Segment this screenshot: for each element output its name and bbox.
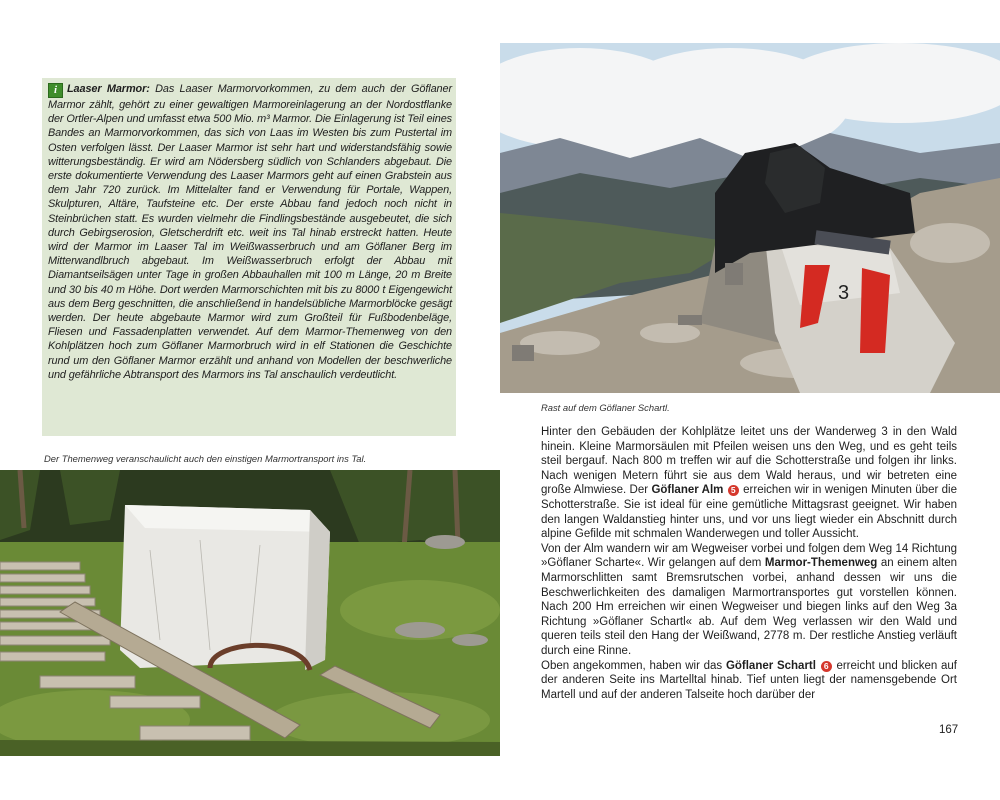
body-text: Hinter den Gebäuden der Kohlplätze leitet uns der Wanderweg 3 in den Wald hinein. Kleine Marmorsäulen mit Pfeilen weisen uns den Weg, und es geht teils steil bergauf. Nach 800 m treffen wir auf die Schotterstraße und folgen ihr links. Nach wenigen Metern führt sie aus dem Wald heraus, und wir betreten eine große Almwiese. Der [541, 426, 957, 497]
summit-rest-photo [500, 43, 1000, 393]
waypoint-badge-6: 6 [821, 661, 832, 672]
page-number: 167 [939, 724, 959, 736]
waypoint-badge-5: 5 [728, 485, 739, 496]
body-text: erreicht und blicken auf der anderen Seite ins Martelltal hinab. Tief unten liegt der namensgebende Ort Martell und auf der anderen Talseite hoch darüber der [541, 659, 957, 701]
route-description [541, 425, 957, 702]
themenweg-name: Marmor-Themenweg [764, 557, 878, 570]
body-text: erreichen wir in wenigen Minuten über die Schotterstraße. Sie ist ideal für eine gemütliche Mittagsrast geeignet. Wir haben den langen Waldanstieg hinter uns, und vor uns liegt wieder ein Abschnitt durch alpine Gefilde mit schmalen Wanderwegen und toller Aussicht. [541, 484, 958, 541]
body-paragraph-2 [541, 542, 957, 659]
sign-number: 3 [838, 282, 850, 304]
body-text: an einem alten Marmorschlitten samt Bremsrutschen vorbei, anhand dessen wir uns die Beschwerlichkeiten des damaligen Marmortransportes gut vorstellen können. Nach 200 Hm erreichen wir einen Wegweiser und biegen links auf den Weg 3a Richtung »Göflaner Schartl« ab. Auf dem Weg verlassen wir den Wald und queren teils steil den Hang der Weißwand, 2778 m. Der restliche Anstieg verläuft durch eine Rinne. [541, 557, 958, 657]
info-text: Das Laaser Marmorvorkommen, zu dem auch der Göflaner Marmor zählt, gehört zu einer gewaltigen Marmoreinlagerung an der Nordostflanke der Ortler-Alpen und umfasst etwa 500 Mio. m³ Marmor. Die Einlagerung ist Teil eines Bandes an Marmorvorkommen, das sich von Laas im Westen bis zum Pustertal im Osten verfolgen lässt. Der Laaser Marmor ist sehr hart und widerstandsfähig sowie witterungsbeständig. Er wird am Nödersberg südlich von Schlanders abgebaut. Die erste dokumentierte Verwendung des Laaser Marmors geht auf einen Grabstein aus dem Jahr 720 zurück. Im Mittelalter fand er Verwendung für Portale, Wappen, Skulpturen, Altäre, Taufsteine etc. Der erste Abbau fand jedoch noch nicht in Steinbrüchen statt. Es wurden vielmehr die Findlingsbestände ausgebeutet, die sich durch Gebirgserosion, Gletscherdrift etc. weit ins Tal hinab erstreckt hatten. Heute wird der Marmor im Laaser Tal im Weißwasserbruch und am Göflaner Berg im Mitterwandlbruch abgebaut. Im Weißwasserbruch erfolgt der Abbau mit Diamantseilsägen unter Tage in großen Abbauhallen mit 100 m Länge, 20 m Breite und 30 bis 40 m Höhe. Dort werden Marmorschichten mit bis zu 8000 t Eigengewicht aus dem Berg geschnitten, die anschließend in handelsübliche Marmorblöcke gesägt werden. Der heute abgebaute Marmor wird zum Großteil für Fußbodenbeläge, Fliesen und Fassadenplatten verwendet. Auf dem Marmor-Themenweg von den Kohlplätzen hoch zum Göflaner Marmorbruch wird in elf Stationen die Geschichte rund um den Göflaner Marmor erzählt und anhand von Modellen der beschwerliche und gefährliche Abtransport des Marmors ins Tal anschaulich verdeutlicht. [48, 83, 453, 381]
info-icon: i [48, 83, 63, 98]
schartl-name: Göflaner Schartl [725, 659, 816, 672]
body-paragraph-1 [541, 425, 957, 542]
info-paragraph [48, 82, 452, 382]
summit-photo-caption: Rast auf dem Göflaner Schartl. [541, 402, 670, 413]
body-text: Oben angekommen, haben wir das [541, 659, 723, 672]
body-text: Von der Alm wandern wir am Wegweiser vorbei und folgen dem Weg 14 Richtung »Göflaner Scharte«. Wir gelangen auf dem [541, 542, 957, 570]
alm-name: Göflaner Alm [651, 484, 724, 497]
info-box [42, 78, 456, 436]
marble-photo-caption: Der Themenweg veranschaulicht auch den einstigen Marmortransport ins Tal. [44, 453, 367, 464]
info-heading: Laaser Marmor: [67, 83, 150, 95]
body-paragraph-3 [541, 659, 957, 703]
marble-block-photo [0, 470, 500, 756]
